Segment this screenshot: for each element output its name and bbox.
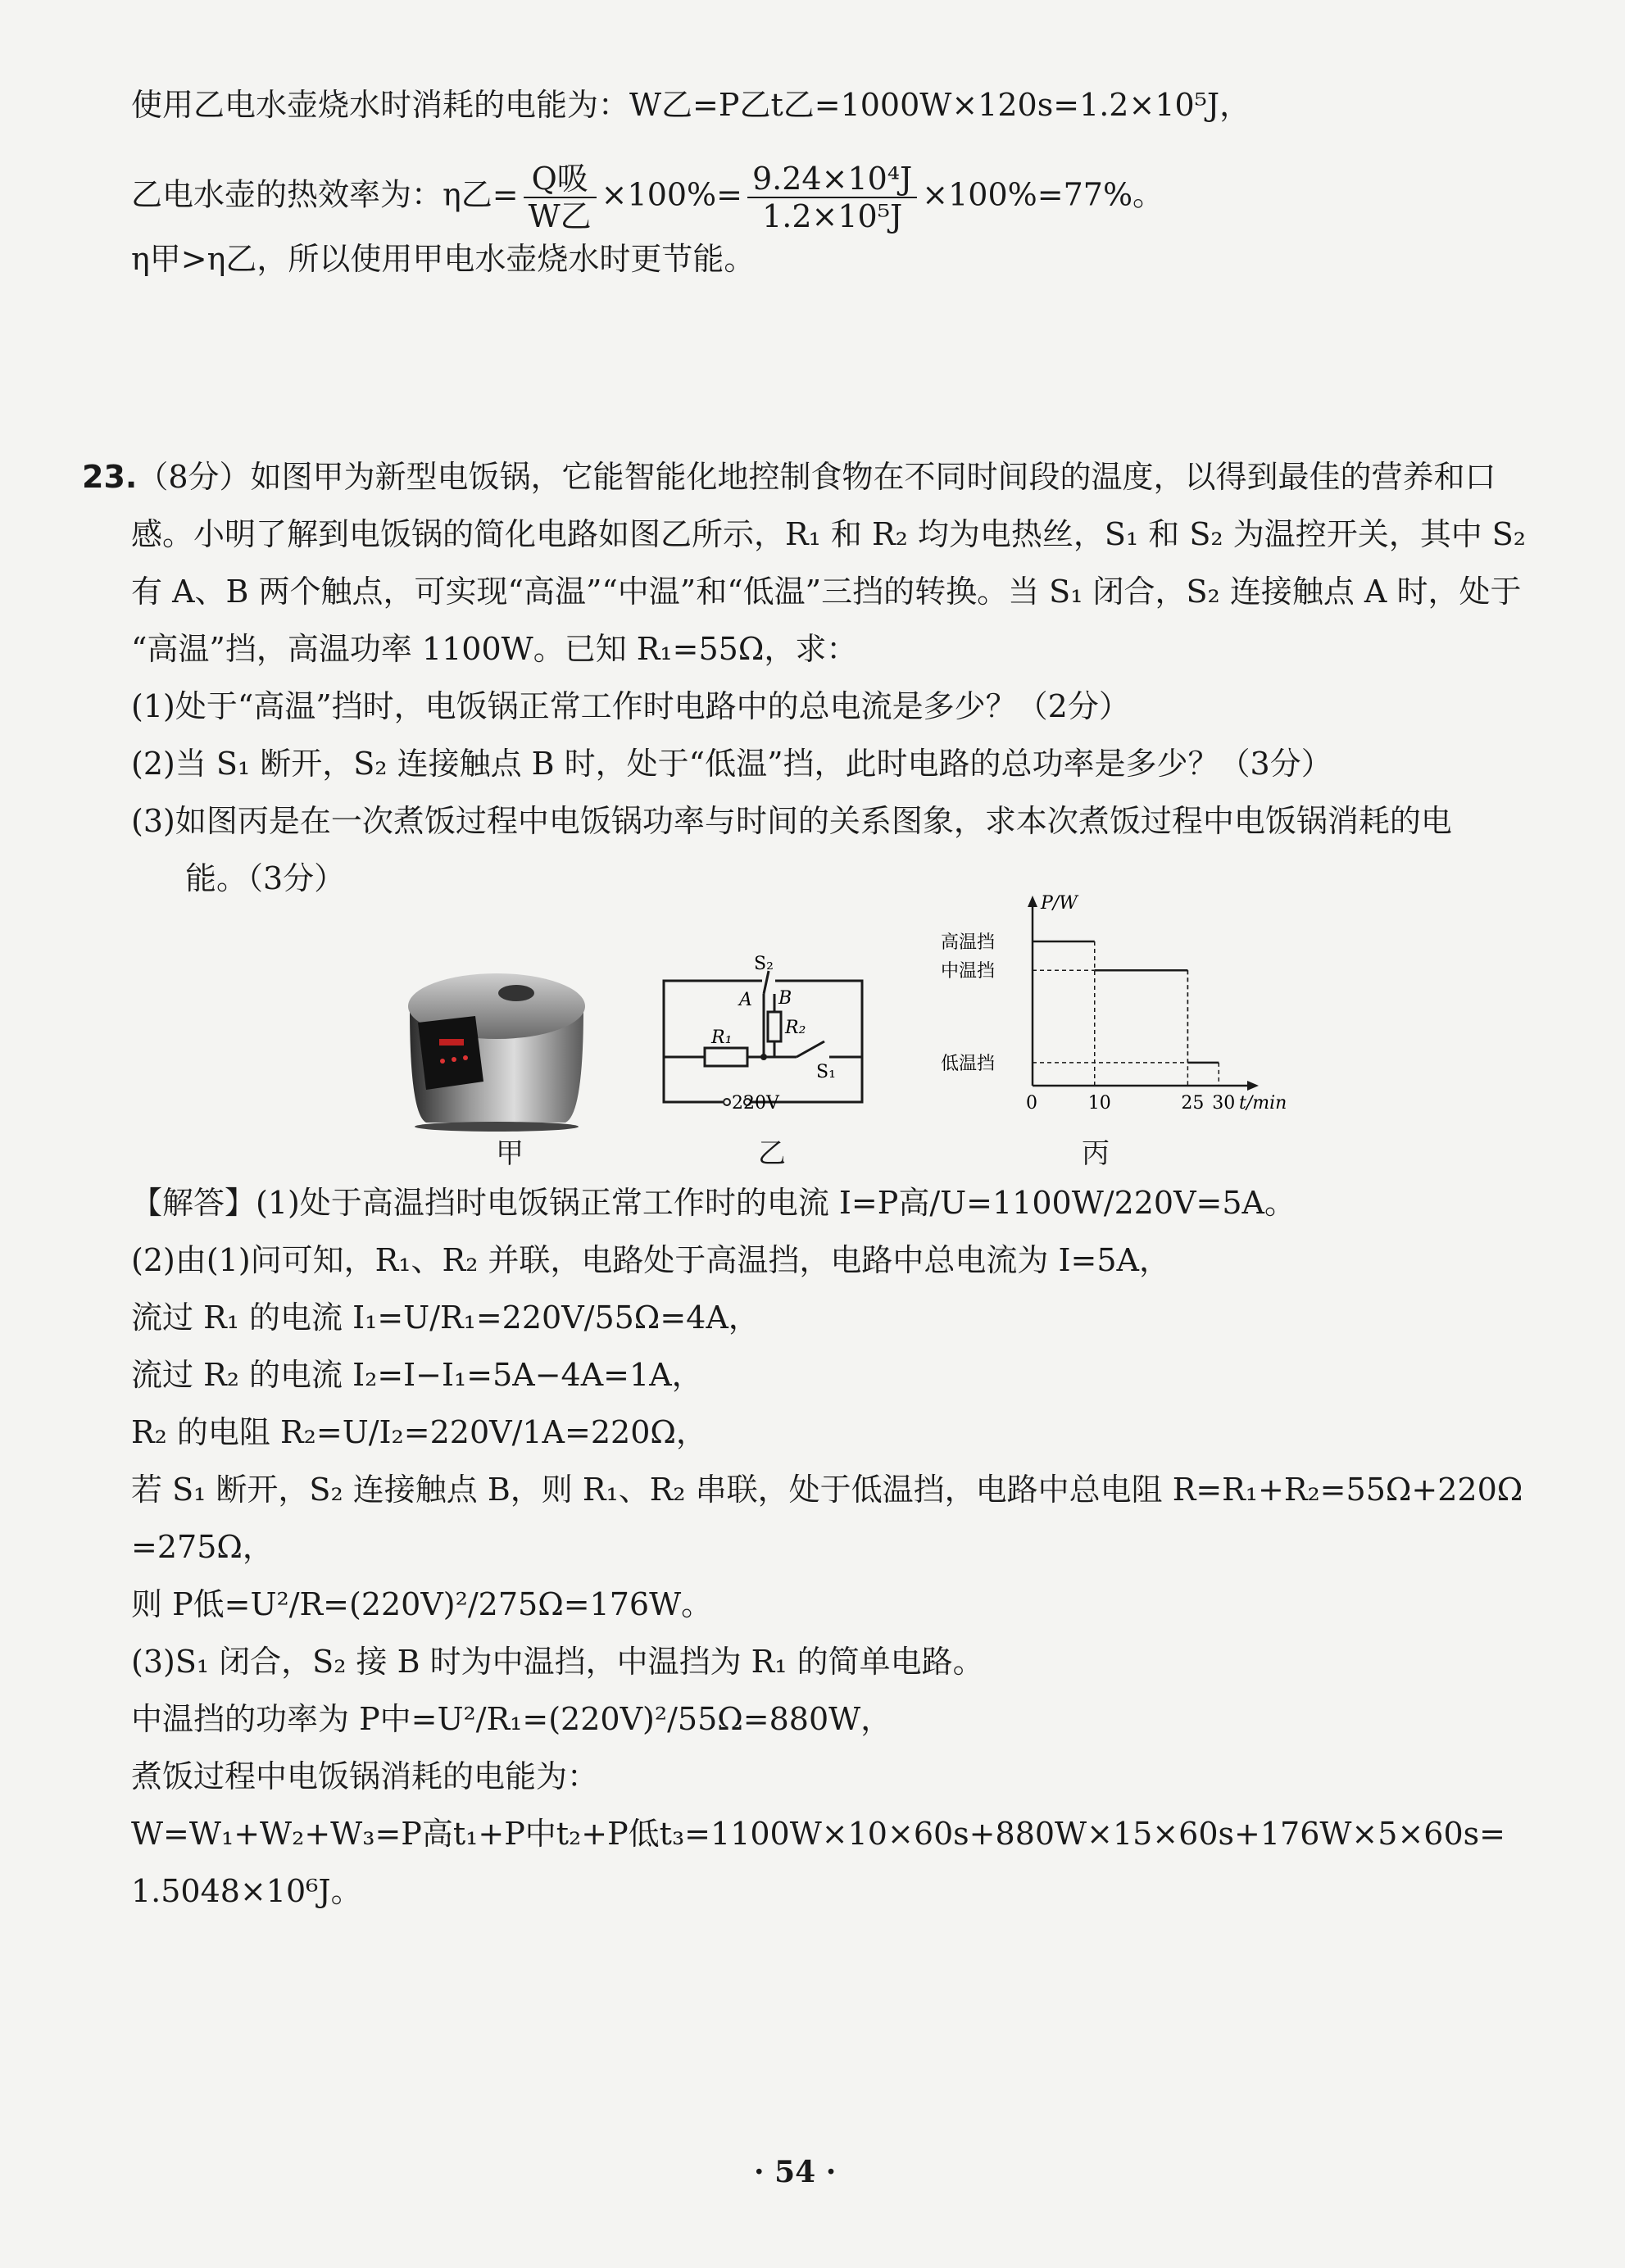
question-number: 23. xyxy=(82,459,138,495)
question-part-1: (1)处于“高温”挡时，电饭锅正常工作时电路中的总电流是多少？（2分） xyxy=(131,688,1130,724)
y-tick-label: 中温挡 xyxy=(941,961,996,982)
solution-line-1: 【解答】(1)处于高温挡时电饭锅正常工作时的电流 I=P高/U=1100W/220V=5A。 xyxy=(131,1185,1296,1221)
label-r2: R₂ xyxy=(785,1018,806,1038)
y-tick-label: 低温挡 xyxy=(941,1053,996,1074)
x-tick-label: 30 xyxy=(1212,1093,1236,1114)
solution-line-11: 煮饭过程中电饭锅消耗的电能为： xyxy=(131,1758,599,1794)
fraction-2 xyxy=(747,161,917,234)
fraction-2-denominator: 1.2×10⁵J xyxy=(762,198,903,234)
x-axis-label: t/min xyxy=(1239,1093,1287,1114)
caption-b: 乙 xyxy=(758,1137,786,1170)
question-part-3a: (3)如图丙是在一次煮饭过程中电饭锅功率与时间的关系图象，求本次煮饭过程中电饭锅消耗的电 xyxy=(131,803,1452,839)
top-line-3: η甲>η乙，所以使用甲电水壶烧水时更节能。 xyxy=(131,241,756,277)
caption-a: 甲 xyxy=(496,1137,524,1170)
solution-line-8: 则 P低=U²/R=(220V)²/275Ω=176W。 xyxy=(131,1586,713,1622)
efficiency-mid: ×100%= xyxy=(601,176,742,213)
solution-line-10: 中温挡的功率为 P中=U²/R₁=(220V)²/55Ω=880W， xyxy=(131,1701,892,1737)
page-number: · 54 · xyxy=(754,2155,837,2189)
x-axis-arrow xyxy=(1247,1081,1259,1091)
x-tick-label: 0 xyxy=(1026,1093,1037,1114)
solution-line-12: W=W₁+W₂+W₃=P高t₁+P中t₂+P低t₃=1100W×10×60s+880W×15×60s+176W×5×60s= xyxy=(131,1816,1505,1852)
question-line-1 xyxy=(82,456,1496,498)
efficiency-prefix: 乙电水壶的热效率为：η乙= xyxy=(131,176,519,213)
question-part-2: (2)当 S₁ 断开，S₂ 连接触点 B 时，处于“低温”挡，此时电路的总功率是多少？（3分） xyxy=(131,746,1332,782)
solution-line-3: 流过 R₁ 的电流 I₁=U/R₁=220V/55Ω=4A， xyxy=(131,1300,760,1336)
junction-dot xyxy=(760,1054,767,1060)
question-line-3: 有 A、B 两个触点，可实现“高温”“中温”和“低温”三挡的转换。当 S₁ 闭合，S₂ 连接触点 A 时，处于 xyxy=(131,574,1522,610)
solution-line-4: 流过 R₂ 的电流 I₂=I−I₁=5A−4A=1A， xyxy=(131,1357,703,1393)
top-line-1: 使用乙电水壶烧水时消耗的电能为：W乙=P乙t乙=1000W×120s=1.2×10⁵J， xyxy=(131,87,1251,123)
terminal-left xyxy=(724,1099,730,1105)
solution-line-2: (2)由(1)问可知，R₁、R₂ 并联，电路处于高温挡，电路中总电流为 I=5A， xyxy=(131,1242,1170,1278)
label-a: A xyxy=(739,990,752,1010)
top-line-2 xyxy=(131,161,1164,234)
question-line-4: “高温”挡，高温功率 1100W。已知 R₁=55Ω，求： xyxy=(131,631,858,667)
solution-line-5: R₂ 的电阻 R₂=U/I₂=220V/1A=220Ω， xyxy=(131,1414,707,1450)
fraction-1-denominator: W乙 xyxy=(528,198,592,234)
fraction-1-numerator: Q吸 xyxy=(524,161,597,198)
solution-line-6: 若 S₁ 断开，S₂ 连接触点 B，则 R₁、R₂ 串联，处于低温挡，电路中总电阻 R=R₁+R₂=55Ω+220Ω xyxy=(131,1472,1523,1508)
x-tick-label: 10 xyxy=(1087,1093,1111,1114)
circuit-diagram xyxy=(647,955,877,1118)
solution-line-9: (3)S₁ 闭合，S₂ 接 B 时为中温挡，中温挡为 R₁ 的简单电路。 xyxy=(131,1644,984,1680)
label-b: B xyxy=(778,988,792,1009)
rice-cooker-photo xyxy=(393,959,598,1131)
label-r1: R₁ xyxy=(711,1027,733,1048)
y-axis-label: P/W xyxy=(1041,893,1078,914)
solution-line-13: 1.5048×10⁶J。 xyxy=(131,1873,362,1909)
question-line-2: 感。小明了解到电饭锅的简化电路如图乙所示，R₁ 和 R₂ 均为电热丝，S₁ 和 S₂ 为温控开关，其中 S₂ xyxy=(131,516,1527,552)
power-time-chart xyxy=(926,893,1287,1123)
fraction-1 xyxy=(524,161,597,234)
label-source: 220V xyxy=(732,1093,779,1114)
fraction-2-numerator: 9.24×10⁴J xyxy=(747,161,917,198)
y-tick-label: 高温挡 xyxy=(941,932,996,953)
caption-c: 丙 xyxy=(1082,1137,1110,1170)
question-text-1: （8分）如图甲为新型电饭锅，它能智能化地控制食物在不同时间段的温度，以得到最佳的营养和口 xyxy=(137,459,1496,495)
chart-layer xyxy=(941,893,1287,1114)
efficiency-suffix: ×100%=77%。 xyxy=(922,176,1164,213)
question-part-3b: 能。（3分） xyxy=(185,860,346,896)
y-axis-arrow xyxy=(1028,896,1037,907)
solution-line-7: =275Ω， xyxy=(131,1529,274,1565)
label-s2: S₂ xyxy=(754,954,774,974)
label-s1: S₁ xyxy=(816,1062,836,1082)
x-tick-label: 25 xyxy=(1181,1093,1205,1114)
